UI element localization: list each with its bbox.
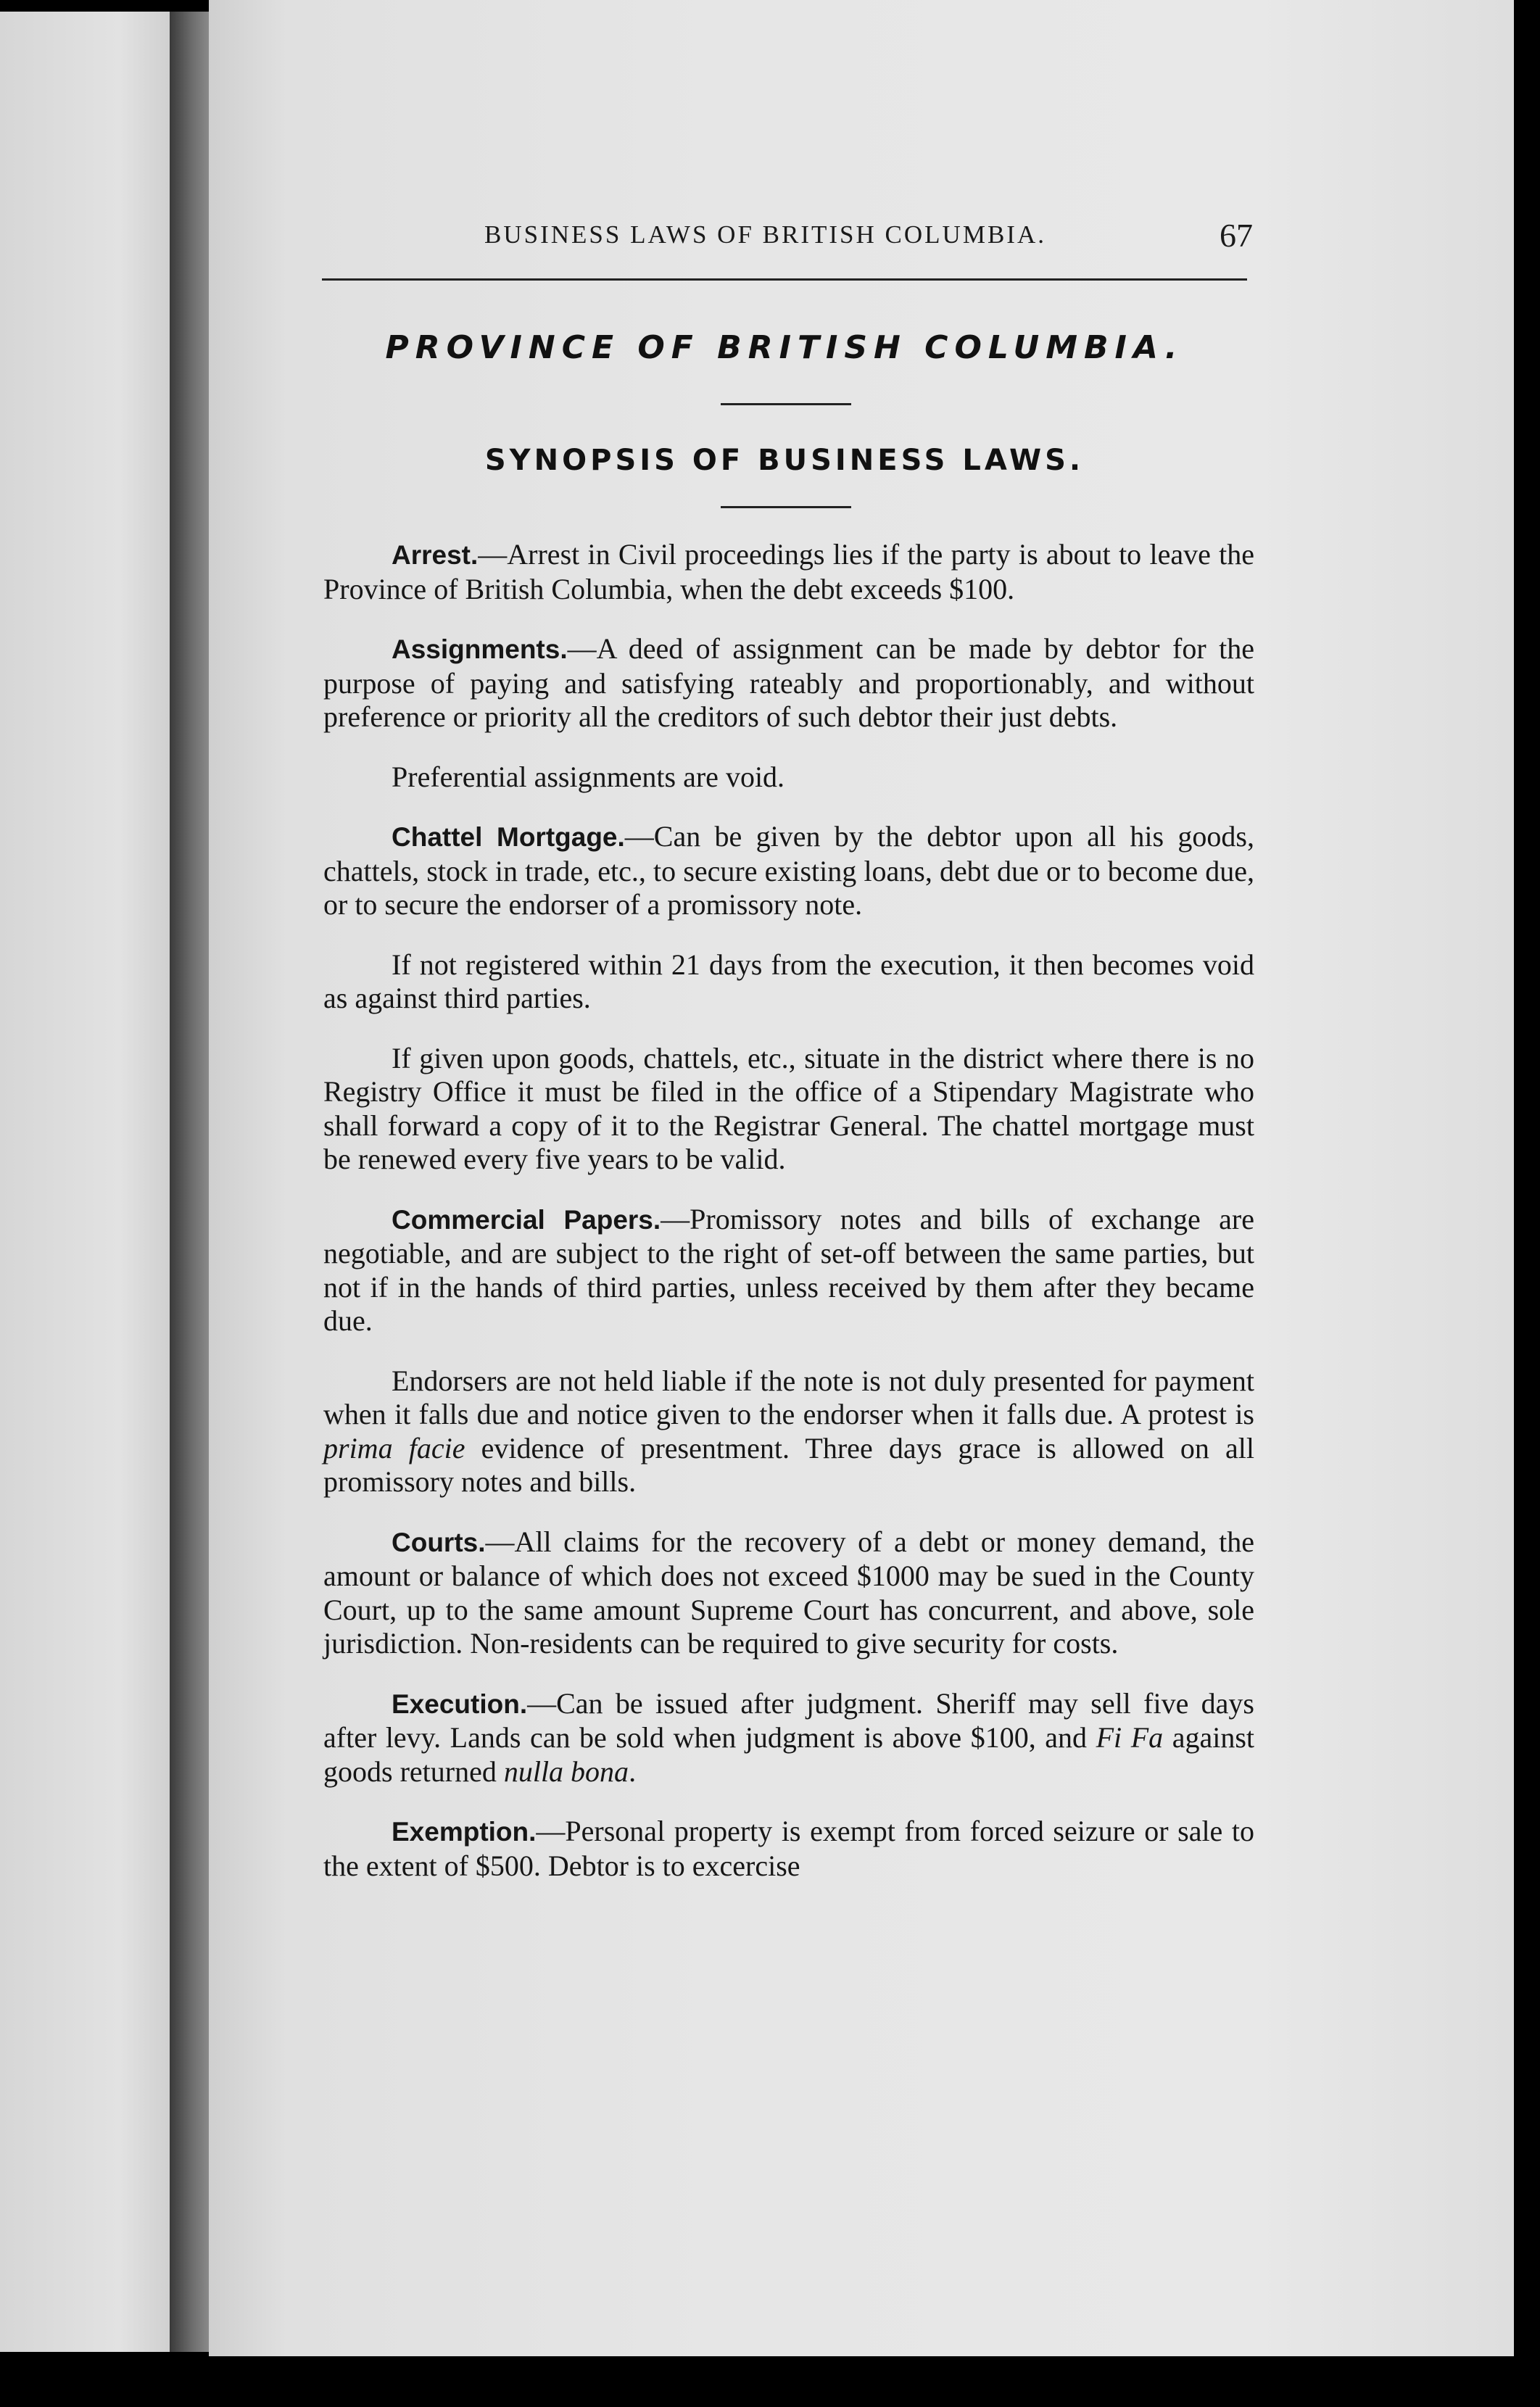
paragraph-chattel-district: [323, 1042, 1254, 1177]
paragraph-text: evidence of presentment. Three days grace is allowed on all promissory notes and bills.: [323, 1431, 1254, 1498]
latin-term: prima facie: [323, 1431, 465, 1464]
page-header: [484, 216, 1253, 257]
term-heading: Assignments.: [392, 634, 568, 664]
paragraph-text: —Arrest in Civil proceedings lies if the party is about to leave the Province of British Columbia, when the debt exceeds $100.: [323, 538, 1254, 605]
paragraph-assignments: [323, 632, 1254, 734]
paragraph-text: If given upon goods, chattels, etc., situate in the district where there is no Registry Office it must be filed in the office of a Stipendary Magistrate who shall forward a copy of it to the Registrar General. The chattel mortgage must be renewed every five years to be valid.: [323, 1041, 1254, 1175]
term-heading: Execution.: [392, 1689, 528, 1719]
paragraph-exemption: [323, 1815, 1254, 1883]
paragraph-commercial-papers: [323, 1203, 1254, 1338]
paragraph-execution: [323, 1687, 1254, 1789]
latin-term: nulla bona: [503, 1754, 629, 1788]
facing-page-edge: [0, 12, 171, 2352]
paragraph-chattel-mortgage: [323, 820, 1254, 922]
paragraph-arrest: [323, 538, 1254, 606]
paragraph-text: If not registered within 21 days from the execution, it then becomes void as against third parties.: [323, 948, 1254, 1014]
paragraph-text: —Personal property is exempt from forced seizure or sale to the extent of $500. Debtor is to excercise: [323, 1815, 1254, 1882]
term-heading: Exemption.: [392, 1817, 537, 1847]
paragraph-text: —Can be given by the debtor upon all his goods, chattels, stock in trade, etc., to secure existing loans, debt due or to become due, or to secure the endorser of a promissory note.: [323, 820, 1254, 921]
term-heading: Courts.: [392, 1527, 486, 1557]
paragraph-text: .: [629, 1754, 637, 1788]
term-heading: Chattel Mortgage.: [392, 822, 625, 852]
page-title: PROVINCE OF BRITISH COLUMBIA.: [385, 329, 1184, 366]
header-rule: [322, 278, 1247, 281]
running-head: BUSINESS LAWS OF BRITISH COLUMBIA.: [484, 220, 1046, 249]
document-body: [323, 538, 1254, 1883]
paragraph-courts: [323, 1525, 1254, 1661]
page-subtitle: SYNOPSIS OF BUSINESS LAWS.: [484, 444, 1085, 477]
paragraph-text: —Promissory notes and bills of exchange are negotiable, and are subject to the right of set-off between the same parties, but not if in the hands of third parties, unless received by them after they became due.: [323, 1202, 1254, 1337]
term-heading: Arrest.: [392, 540, 479, 570]
paragraph-chattel-registered: [323, 948, 1254, 1016]
paragraph-text: against goods returned: [323, 1721, 1254, 1788]
paragraph-endorsers: [323, 1364, 1254, 1499]
paragraph-text: Preferential assignments are void.: [392, 760, 785, 793]
subtitle-divider: [721, 506, 851, 508]
term-heading: Commercial Papers.: [392, 1204, 661, 1235]
page-number: 67: [1220, 217, 1253, 254]
paragraph-text: —All claims for the recovery of a debt or money demand, the amount or balance of which does not exceed $1000 may be sued in the County Court, up to the same amount Supreme Court has concurrent, and above, sole jurisdiction. Non-residents can be required to give security for costs.: [323, 1525, 1254, 1660]
paragraph-text: —Can be issued after judgment. Sheriff may sell five days after levy. Lands can be sold when judgment is above $100, and: [323, 1686, 1254, 1754]
paragraph-preferential: [323, 761, 1254, 795]
paragraph-text: —A deed of assignment can be made by debtor for the purpose of paying and satisfying rateably and proportionably, and without preference or priority all the creditors of such debtor their just debts.: [323, 632, 1254, 733]
paragraph-text: Endorsers are not held liable if the note is not duly presented for payment when it falls due and notice given to the endorser when it falls due. A protest is: [323, 1364, 1254, 1430]
title-divider: [721, 403, 851, 405]
latin-term: Fi Fa: [1096, 1721, 1164, 1754]
